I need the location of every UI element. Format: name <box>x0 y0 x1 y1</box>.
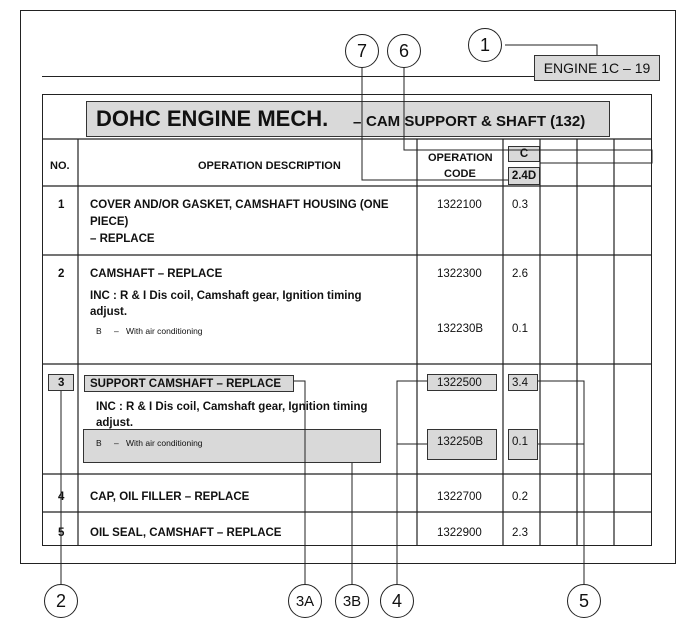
callout-4 <box>380 584 414 618</box>
callout-3b-label: 3B <box>342 592 362 610</box>
callout-3a-label: 3A <box>295 592 315 610</box>
row4-code: 1322700 <box>437 491 482 503</box>
row5-no: 5 <box>58 527 65 539</box>
callout-1-label: 1 <box>479 34 490 55</box>
row3-sub-text: With air conditioning <box>126 438 203 448</box>
row3-inc-line2: adjust. <box>96 417 134 429</box>
row2-code: 1322300 <box>437 268 482 280</box>
row3-sub-code: 132250B <box>437 436 484 448</box>
callout-1 <box>468 28 502 62</box>
col-header-24d-label: 2.4D <box>511 170 537 182</box>
row3-code: 1322500 <box>437 377 482 389</box>
col-header-description: OPERATION DESCRIPTION <box>198 160 341 172</box>
row3-value: 3.4 <box>512 377 528 389</box>
col-header-code-2: CODE <box>444 168 476 180</box>
row4-no: 4 <box>58 491 65 503</box>
row1-value: 0.3 <box>512 199 528 211</box>
callout-6 <box>387 34 421 68</box>
callout-2-label: 2 <box>55 590 66 611</box>
table-grid <box>42 139 652 546</box>
row3-sub-letter: B <box>96 438 102 448</box>
callout-5 <box>567 584 601 618</box>
row1-no: 1 <box>58 199 65 211</box>
row2-sub-value: 0.1 <box>512 323 528 335</box>
row1-code: 1322100 <box>437 199 482 211</box>
row3-sub-value: 0.1 <box>512 436 528 448</box>
row5-code: 1322900 <box>437 527 482 539</box>
row2-inc-line2: adjust. <box>90 306 128 318</box>
row5-desc: OIL SEAL, CAMSHAFT – REPLACE <box>90 527 282 539</box>
title-dash: – <box>353 114 362 131</box>
row2-sub-code: 132230B <box>437 323 484 335</box>
col-header-c-label: C <box>519 148 529 160</box>
row4-desc: CAP, OIL FILLER – REPLACE <box>90 491 250 503</box>
row5-value: 2.3 <box>512 527 528 539</box>
row2-inc-line1: INC : R & I Dis coil, Camshaft gear, Ignition timing <box>90 290 362 302</box>
row2-no: 2 <box>58 268 65 280</box>
callout-3a <box>288 584 322 618</box>
callout-7-label: 7 <box>356 40 367 61</box>
title-sub: CAM SUPPORT & SHAFT (132) <box>366 113 586 130</box>
row2-value: 2.6 <box>512 268 528 280</box>
row2-sub-letter: B <box>96 326 102 336</box>
row1-desc-line1: COVER AND/OR GASKET, CAMSHAFT HOUSING (ONE <box>90 199 389 211</box>
callout-3b <box>335 584 369 618</box>
row4-value: 0.2 <box>512 491 528 503</box>
row2-desc: CAMSHAFT – REPLACE <box>90 268 223 280</box>
row1-desc-line2: PIECE) <box>90 216 129 228</box>
row2-sub-dash: – <box>114 326 119 336</box>
leader-lines <box>61 45 652 587</box>
row1-desc-line3: – REPLACE <box>90 233 155 245</box>
callout-7 <box>345 34 379 68</box>
row3-no: 3 <box>58 377 65 389</box>
row3-sub-dash: – <box>114 438 119 448</box>
col-header-no: NO. <box>50 160 70 172</box>
col-header-code-1: OPERATION <box>428 152 493 164</box>
row3-desc: SUPPORT CAMSHAFT – REPLACE <box>90 378 282 390</box>
title-main: DOHC ENGINE MECH. <box>96 106 329 131</box>
callout-6-label: 6 <box>398 40 409 61</box>
row3-inc-line1: INC : R & I Dis coil, Camshaft gear, Ignition timing <box>96 401 368 413</box>
row2-sub-text: With air conditioning <box>126 326 203 336</box>
callout-2 <box>44 584 78 618</box>
callout-4-label: 4 <box>391 590 402 611</box>
callout-5-label: 5 <box>578 590 589 611</box>
engine-ref-label: ENGINE 1C – 19 <box>543 60 651 76</box>
